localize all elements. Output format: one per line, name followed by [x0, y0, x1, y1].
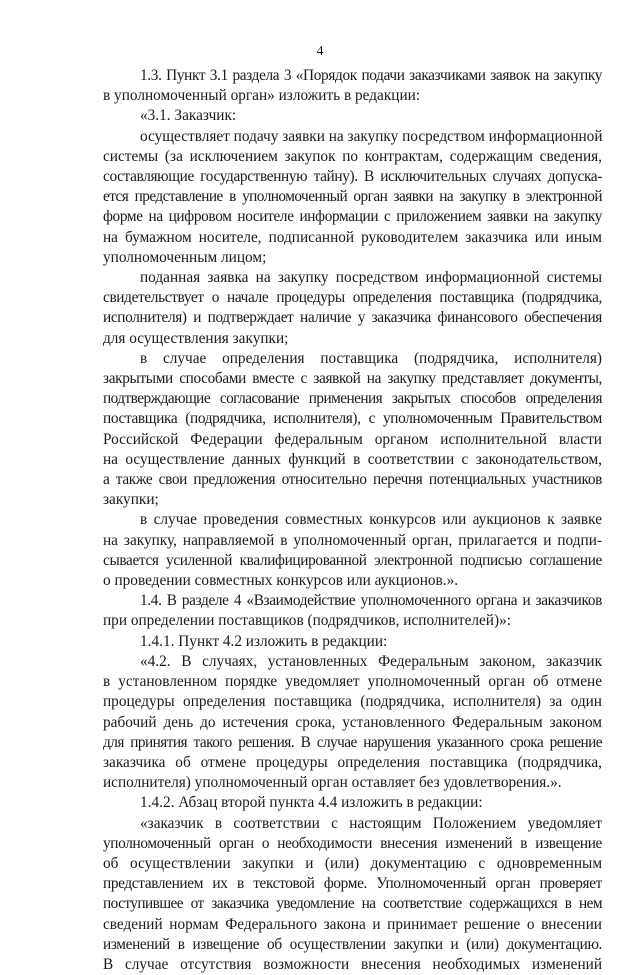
text-line: В случае отсутствия возможности внесения необходимых изменений	[103, 955, 602, 973]
page-number: 4	[316, 44, 324, 59]
text-line: об осуществлении закупки и (или) документацию с одновременным	[103, 854, 602, 872]
text-line: процедуры определения поставщика (подрядчика, исполнителя) за один	[103, 693, 602, 711]
text-line: «3.1. Заказчик:	[140, 107, 237, 125]
text-line: представлением их в текстовой форме. Уполномоченный орган проверяет	[103, 875, 602, 893]
text-line: закрытыми способами вместе с заявкой на закупку представляет документы,	[103, 370, 602, 388]
text-line: 1.4.2. Абзац второй пункта 4.4 изложить в редакции:	[140, 794, 483, 812]
text-line: на закупку, направляемой в уполномоченный орган, прилагается и подпи-	[103, 531, 602, 549]
text-line: на бумажном носителе, подписанной руководителем заказчика или иным	[103, 228, 602, 246]
text-line: Российской Федерации федеральным органом исполнительной власти	[103, 430, 602, 448]
text-line: для принятия такого решения. В случае нарушения указанного срока решение	[103, 733, 602, 751]
text-line: системы (за исключением закупок по контрактам, содержащим сведения,	[103, 147, 602, 165]
text-line: в случае проведения совместных конкурсов или аукционов к заявке	[140, 511, 602, 529]
text-line: а также свои предложения относительно перечня потенциальных участников	[103, 471, 602, 489]
text-line: в случае определения поставщика (подрядчика, исполнителя)	[140, 349, 602, 367]
text-line: 1.4. В разделе 4 «Взаимодействие уполномоченного органа и заказчиков	[140, 592, 602, 610]
text-line: сведений нормам Федерального закона и принимает решение о внесении	[103, 915, 602, 933]
text-line: осуществляет подачу заявки на закупку посредством информационной	[140, 127, 603, 145]
text-line: поступившее от заказчика уведомление на соответствие содержащихся в нем	[103, 895, 602, 913]
text-line: «заказчик в соответствии с настоящим Положением уведомляет	[140, 814, 602, 832]
text-line: изменений в извещение об осуществлении закупки и (или) документацию.	[103, 935, 602, 953]
text-line: поставщика (подрядчика, исполнителя), с уполномоченным Правительством	[103, 410, 602, 428]
text-line: в установленном порядке уведомляет уполномоченный орган об отмене	[103, 673, 602, 691]
text-line: уполномоченным лицом;	[103, 248, 267, 266]
text-line: 1.3. Пункт 3.1 раздела 3 «Порядок подачи заказчиками заявок на закупку	[140, 67, 602, 84]
text-line: исполнителя) уполномоченный орган оставляет без удовлетворения.».	[103, 774, 562, 792]
text-line: «4.2. В случаях, установленных Федеральным законом, заказчик	[140, 652, 602, 670]
document-body	[103, 66, 602, 975]
text-line: ется представление в уполномоченный орган заявки на закупку в электронной	[103, 188, 602, 206]
text-line: 1.4.1. Пункт 4.2 изложить в редакции:	[140, 632, 388, 650]
text-line: составляющие государственную тайну). В исключительных случаях допуска-	[103, 168, 602, 186]
text-line: поданная заявка на закупку посредством информационной системы	[140, 269, 602, 287]
text-line: сывается усиленной квалифицированной электронной подписью соглашение	[103, 551, 602, 569]
text-line: при определении поставщиков (подрядчиков, исполнителей)»:	[103, 612, 511, 630]
text-line: заказчика об отмене процедуры определения поставщика (подрядчика,	[103, 753, 602, 771]
text-line: подтверждающие согласование применения закрытых способов определения	[103, 390, 602, 408]
text-line: для осуществления закупки;	[103, 329, 289, 347]
text-line: форме на цифровом носителе информации с приложением заявки на закупку	[103, 208, 602, 226]
text-line: уполномоченный орган о необходимости внесения изменений в извещение	[103, 834, 602, 852]
text-line: свидетельствует о начале процедуры определения поставщика (подрядчика,	[103, 289, 602, 307]
text-line: исполнителя) и подтверждает наличие у заказчика финансового обеспечения	[103, 309, 602, 327]
text-line: рабочий день до истечения срока, установленного Федеральным законом	[103, 713, 602, 731]
text-line: о проведении совместных конкурсов или аукционов.».	[103, 572, 459, 590]
text-line: в уполномоченный орган» изложить в редакции:	[103, 87, 421, 105]
text-line: закупки;	[103, 491, 159, 509]
text-line: на осуществление данных функций в соответствии с законодательством,	[103, 450, 602, 468]
